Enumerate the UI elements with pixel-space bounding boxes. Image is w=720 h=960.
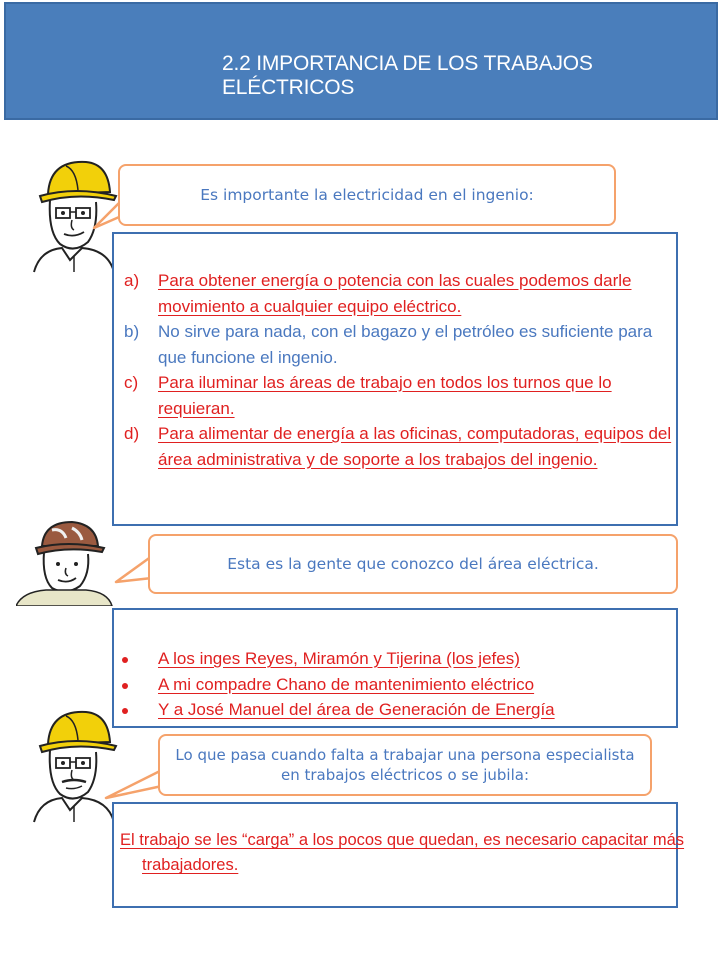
bubble-text: Es importante la electricidad en el ingenio: — [200, 186, 534, 204]
people-item — [122, 672, 672, 698]
options-box — [112, 232, 678, 526]
conclusion-box — [112, 802, 685, 908]
bubble-text: Esta es la gente que conozco del área eléctrica. — [227, 555, 599, 573]
option-marker: b) — [124, 322, 140, 341]
option-a — [124, 268, 672, 319]
speech-bubble-2 — [148, 534, 678, 594]
options-list — [124, 268, 672, 472]
people-item-text: A mi compadre Chano de mantenimiento eléctrico — [158, 674, 535, 694]
bubble-tail — [102, 766, 166, 802]
worker-brown-helmet-icon — [16, 518, 116, 606]
option-text: Para iluminar las áreas de trabajo en todos los turnos que lo requieran. — [158, 373, 612, 418]
option-text: Para obtener energía o potencia con las cuales podemos darle movimiento a cualquier equipo eléctrico. — [158, 271, 632, 316]
option-b — [124, 319, 672, 370]
option-marker: d) — [124, 424, 140, 443]
people-item — [122, 697, 672, 723]
title-banner — [4, 2, 718, 120]
people-box — [112, 608, 678, 728]
option-c — [124, 370, 672, 421]
option-text: No sirve para nada, con el bagazo y el petróleo es suficiente para que funcione el ingenio. — [158, 322, 653, 367]
people-item-text: Y a José Manuel del área de Generación de Energía — [158, 700, 555, 719]
option-marker: a) — [124, 271, 140, 290]
speech-bubble-1 — [118, 164, 616, 226]
people-list — [122, 646, 672, 723]
option-text: Para alimentar de energía a las oficinas, computadoras, equipos del área administrativa y de soporte a los trabajos del ingenio. — [158, 424, 672, 469]
worker-yellow-helmet-icon — [26, 702, 126, 824]
speech-bubble-3 — [158, 734, 652, 796]
option-d — [124, 421, 672, 472]
option-marker: c) — [124, 373, 139, 392]
bubble-text: Lo que pasa cuando falta a trabajar una persona especialista en trabajos eléctricos o se jubila: — [175, 746, 635, 784]
bullet-icon — [122, 683, 128, 689]
conclusion-text: El trabajo se les “carga” a los pocos que quedan, es necesario capacitar más trabajadores. — [120, 831, 685, 874]
bullet-icon — [122, 657, 128, 663]
people-item-text: A los inges Reyes, Miramón y Tijerina (los jefes) — [158, 649, 520, 668]
page-title: 2.2 IMPORTANCIA DE LOS TRABAJOS ELÉCTRICOS — [222, 52, 593, 99]
people-item — [122, 646, 672, 672]
